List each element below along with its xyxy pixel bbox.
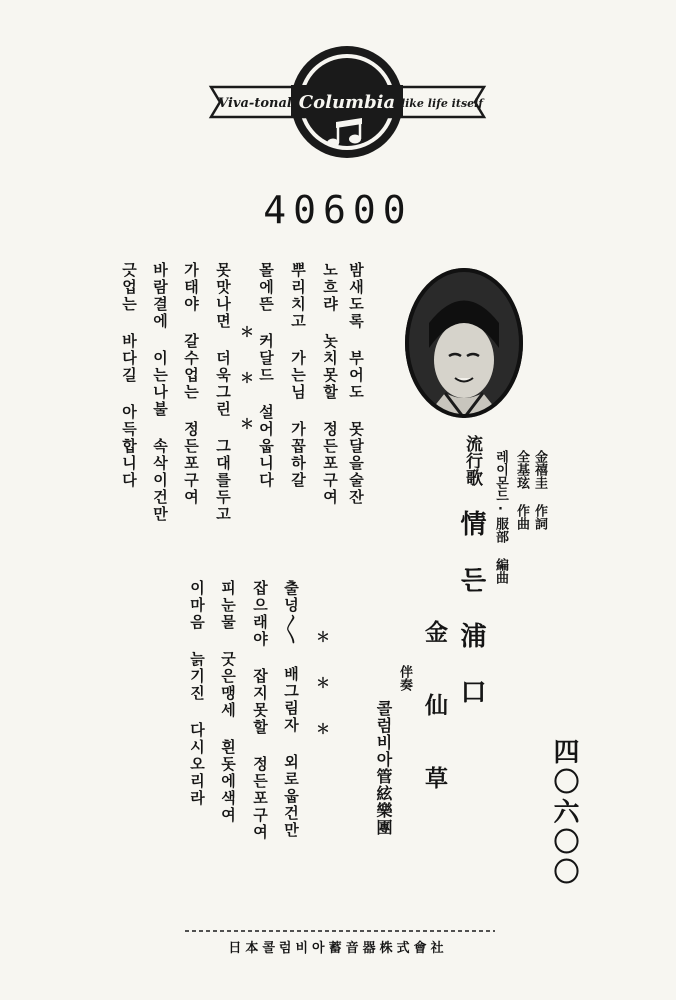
verse-separator: ＊ ＊ ＊ bbox=[314, 630, 330, 744]
lyric-line: 긋업는 바다길 아득합니다 bbox=[120, 262, 138, 489]
verse-separator: ＊ ＊ ＊ bbox=[238, 325, 254, 439]
columbia-logo bbox=[205, 42, 490, 162]
catalog-number-kanji: 四〇六〇〇 bbox=[549, 738, 579, 888]
lyric-line: 잡으래야 잡지못할 정든포구여 bbox=[251, 580, 269, 841]
singer-portrait bbox=[405, 268, 523, 418]
lyric-line: 밤새도록 부어도 못달을술잔 bbox=[347, 262, 365, 506]
publisher-name: 日本콜럼비아蓄音器株式會社 bbox=[228, 941, 448, 956]
song-title: 情든浦口 bbox=[456, 510, 486, 734]
composer-credit: 全基玹 作曲 bbox=[514, 450, 529, 530]
accompaniment-label: 伴奏 bbox=[397, 665, 412, 691]
lyricist-credit: 金禧圭 作詞 bbox=[532, 450, 547, 530]
record-number: 40600 bbox=[263, 188, 413, 232]
lyric-line: 뿌리치고 가는님 가꼽하갈 bbox=[289, 262, 307, 489]
lyric-line: 바람결에 이는나불 속삭이건만 bbox=[151, 262, 169, 523]
lyric-line: 가태야 갈수업는 정든포구여 bbox=[182, 262, 200, 506]
lyric-line: 출넝〳〵 배그림자 외로웁건만 bbox=[282, 580, 300, 839]
performer-name: 金仙草 bbox=[421, 620, 447, 839]
song-genre: 流行歌 bbox=[462, 435, 482, 486]
logo-brand-text: Columbia bbox=[298, 92, 396, 113]
logo-right-banner-text: like life itself bbox=[400, 97, 484, 110]
lyric-line: 못맛나면 더욱그린 그대를두고 bbox=[214, 262, 232, 523]
logo-left-banner-text: Viva-tonal bbox=[218, 96, 292, 111]
accompaniment-orchestra: 콜럼비아管絃樂團 bbox=[374, 700, 393, 836]
lyric-line: 몰에뜬 커달드 설어웁니다 bbox=[257, 262, 275, 489]
footer-divider bbox=[185, 928, 495, 934]
lyric-line: 노흐랴 놋치못할 정든포구여 bbox=[321, 262, 339, 506]
lyric-line: 이마음 늙기진 다시오리라 bbox=[188, 580, 206, 807]
arranger-credit: 레이몬드·服部 編曲 bbox=[493, 450, 508, 584]
lyric-line: 피눈물 굿은맹세 흰돗에색여 bbox=[219, 580, 237, 824]
